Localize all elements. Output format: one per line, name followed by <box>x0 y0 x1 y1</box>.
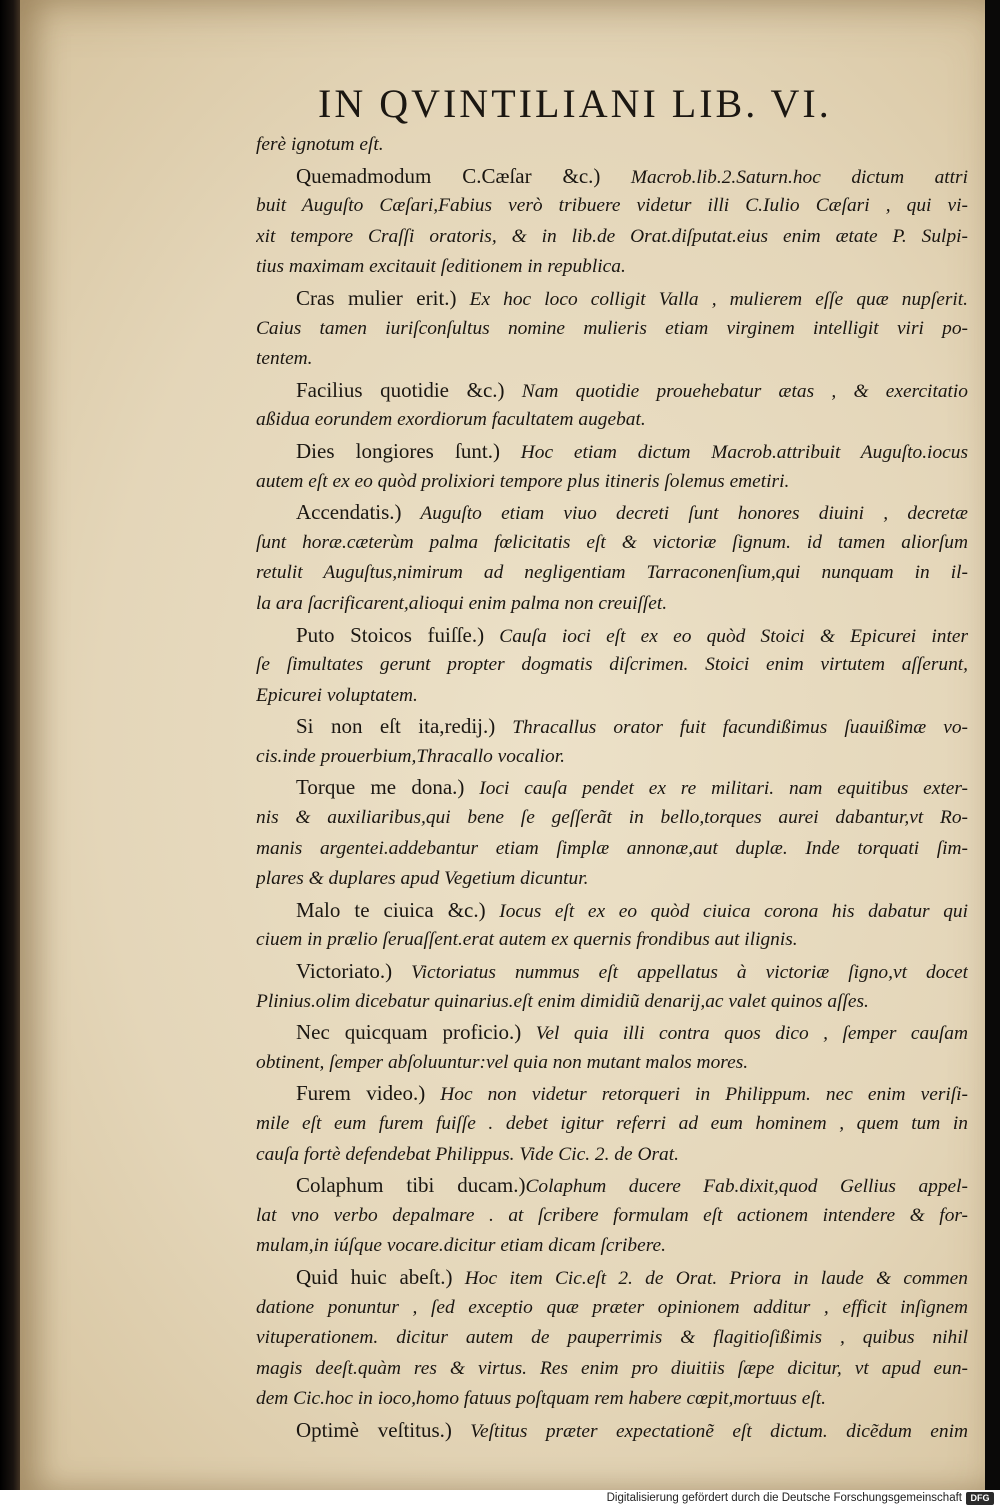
line-text: Nam quotidie prouehebatur ætas , & exercitatio <box>504 380 968 402</box>
line-text: Thracallus orator fuit facundißimus ſuauißimæ vo- <box>495 717 968 739</box>
lemma-line <box>256 1017 968 1048</box>
lemma-line <box>256 620 968 651</box>
line-text: Ex hoc loco colligit Valla , mulierem eſſe quæ nupſerit. <box>456 288 968 310</box>
text-line <box>256 467 968 498</box>
line-text: autem eſt ex eo quòd prolixiori tempore plus itineris ſolemus emetiri. <box>256 470 790 492</box>
line-text: mile eſt eum furem fuiſſe . debet igitur referri ad eum hominem , quem tum in <box>256 1113 968 1134</box>
line-text: Plinius.olim dicebatur quinarius.eſt enim dimidiũ denarij,ac valet quinos aſſes. <box>256 990 869 1012</box>
line-text: ſunt horæ.cæterùm palma fœlicitatis eſt & victoriæ ſignum. id tamen aliorſum <box>256 531 968 553</box>
line-text: manis argentei.addebantur etiam ſimplæ annonæ,aut duplæ. Inde torquati ſim- <box>256 837 968 859</box>
lemma-line <box>256 497 968 528</box>
text-line <box>256 314 968 345</box>
text-line <box>256 864 968 895</box>
text-line <box>256 191 968 222</box>
line-text: mulam,in iúſque vocare.dicitur etiam dicam ſcribere. <box>256 1235 666 1257</box>
lemma-line <box>256 1415 968 1446</box>
text-line <box>256 558 968 589</box>
line-text: Caius tamen iuriſconſultus nomine mulieris etiam virginem intelligit viri po- <box>256 317 968 339</box>
line-text: ſe ſimultates gerunt propter dogmatis diſcrimen. Stoici enim virtutem aſſerunt, <box>256 654 968 676</box>
text-line <box>256 528 968 559</box>
line-text: Vel quia illi contra quos dico , ſemper cauſam <box>521 1023 968 1045</box>
text-line <box>256 130 968 161</box>
lemma: Victoriato.) <box>296 959 393 984</box>
text-line <box>256 1323 968 1354</box>
line-text: Epicurei voluptatem. <box>256 684 418 706</box>
line-text: Colaphum ducere Fab.dixit,quod Gellius appel- <box>525 1176 968 1198</box>
line-text: Veſtitus præter expectationẽ eſt dictum. dicẽdum enim <box>451 1420 968 1442</box>
line-text: aßidua eorundem exordiorum facultatem augebat. <box>256 409 646 431</box>
line-text: Ioci cauſa pendet ex re militari. nam equitibus exter- <box>464 778 968 800</box>
lemma-line <box>256 772 968 803</box>
text-line <box>256 987 968 1018</box>
line-text: cauſa fortè defendebat Philippus. Vide Cic. 2. de Orat. <box>256 1143 679 1165</box>
lemma-line <box>256 1078 968 1109</box>
line-text: retulit Auguſtus,nimirum ad negligentiam Tarraconenſium,qui nunquam in il- <box>256 562 968 584</box>
text-line <box>256 405 968 436</box>
line-text: lat vno verbo depalmare . at ſcribere formulam eſt actionem intendere & for- <box>256 1204 968 1226</box>
lemma: Torque me dona.) <box>296 775 465 800</box>
lemma-line <box>256 711 968 742</box>
lemma: Si non eſt ita,redij.) <box>296 714 496 739</box>
text-line <box>256 1231 968 1262</box>
line-text: ciuem in prælio ſeruaſſent.erat autem ex quernis frondibus aut ilignis. <box>256 929 798 951</box>
lemma: Quid huic abeſt.) <box>296 1264 453 1289</box>
lemma: Puto Stoicos fuiſſe.) <box>296 622 485 647</box>
lemma-line <box>256 895 968 926</box>
text-line <box>256 834 968 865</box>
line-text: Cauſa ioci eſt ex eo quòd Stoici & Epicurei inter <box>484 625 968 647</box>
lemma-line <box>256 436 968 467</box>
running-header: IN QVINTILIANI LIB. VI. <box>318 81 832 126</box>
line-text: tentem. <box>256 348 313 370</box>
lemma: Facilius quotidie &c.) <box>296 377 505 402</box>
line-text: dem Cic.hoc in ioco,homo fatuus poſtquam rem habere cœpit,mortuus eſt. <box>256 1388 826 1410</box>
line-text: plares & duplares apud Vegetium dicuntur. <box>256 868 589 890</box>
line-text: vituperationem. dicitur autem de pauperrimis & flagitioſißimis , quibus nihil <box>256 1327 968 1349</box>
book-spine <box>0 0 22 1490</box>
text-line <box>256 1201 968 1232</box>
lemma: Quemadmodum C.Cæſar &c.) <box>296 163 601 188</box>
lemma: Accendatis.) <box>296 500 402 525</box>
text-line <box>256 742 968 773</box>
text-line <box>256 1293 968 1324</box>
lemma-line <box>256 161 968 192</box>
text-line <box>256 681 968 712</box>
line-text: cis.inde prouerbium,Thracallo vocalior. <box>256 745 565 767</box>
line-text: tius maximam excitauit ſeditionem in republica. <box>256 256 626 278</box>
lemma-line <box>256 375 968 406</box>
page-edge <box>985 0 1000 1490</box>
footer-bar <box>0 1490 1000 1508</box>
lemma: Cras mulier erit.) <box>296 285 457 310</box>
line-text: Hoc etiam dictum Macrob.attribuit Auguſto.iocus <box>499 441 968 463</box>
lemma: Malo te ciuica &c.) <box>296 897 486 922</box>
line-text: buit Auguſto Cæſari,Fabius verò tribuere videtur illi C.Iulio Cæſari , qui vi- <box>256 195 968 217</box>
lemma: Furem video.) <box>296 1081 426 1106</box>
line-text: nis & auxiliaribus,qui bene ſe geſſerãt in bello,torques aurei dabantur,vt Ro- <box>256 807 968 829</box>
lemma-line <box>256 283 968 314</box>
text-line <box>256 222 968 253</box>
text-line <box>256 803 968 834</box>
text-line <box>256 1384 968 1415</box>
line-text: Hoc item Cic.eſt 2. de Orat. Priora in laude & commen <box>452 1267 968 1289</box>
text-line <box>256 925 968 956</box>
line-text: xit tempore Craſſi oratoris, & in lib.de Orat.diſputat.eius enim ætate P. Sulpi- <box>256 225 968 247</box>
text-line <box>256 1048 968 1079</box>
lemma-line <box>256 1170 968 1201</box>
line-text: datione ponuntur , ſed exceptio quæ præter opinionem additur , efficit inſignem <box>256 1296 968 1318</box>
text-line <box>256 1109 968 1140</box>
line-text: Macrob.lib.2.Saturn.hoc dictum attri <box>600 166 968 188</box>
text-line <box>256 589 968 620</box>
lemma: Optimè veſtitus.) <box>296 1417 452 1442</box>
line-text: la ara ſacrificarent,alioqui enim palma non creuiſſet. <box>256 592 668 614</box>
lemma: Dies longiores ſunt.) <box>296 438 500 463</box>
line-text: Iocus eſt ex eo quòd ciuica corona his dabatur qui <box>485 900 968 922</box>
text-line <box>256 1140 968 1171</box>
line-text: Victoriatus nummus eſt appellatus à victoriæ ſigno,vt docet <box>392 962 968 984</box>
lemma-line <box>256 956 968 987</box>
text-line <box>256 1354 968 1385</box>
text-line <box>256 252 968 283</box>
text-line <box>256 650 968 681</box>
line-text: Hoc non videtur retorqueri in Philippum. nec enim veriſi- <box>425 1084 968 1106</box>
line-text: obtinent, ſemper abſoluuntur:vel quia non mutant malos mores. <box>256 1051 749 1073</box>
text-line <box>256 344 968 375</box>
dfg-logo-icon: DFG <box>966 1492 994 1505</box>
lemma: Nec quicquam proficio.) <box>296 1020 522 1045</box>
lemma-line <box>256 1262 968 1293</box>
funding-credit: Digitalisierung gefördert durch die Deutsche Forschungsgemeinschaft <box>606 1492 962 1504</box>
commentary-text <box>256 130 968 1446</box>
line-text: ferè ignotum eſt. <box>256 134 384 155</box>
line-text: magis deeſt.quàm res & virtus. Res enim pro diuitiis ſæpe dicitur, vt apud eun- <box>256 1357 968 1379</box>
line-text: Auguſto etiam viuo decreti ſunt honores diuini , decretæ <box>401 503 968 525</box>
lemma: Colaphum tibi ducam.) <box>296 1173 526 1198</box>
